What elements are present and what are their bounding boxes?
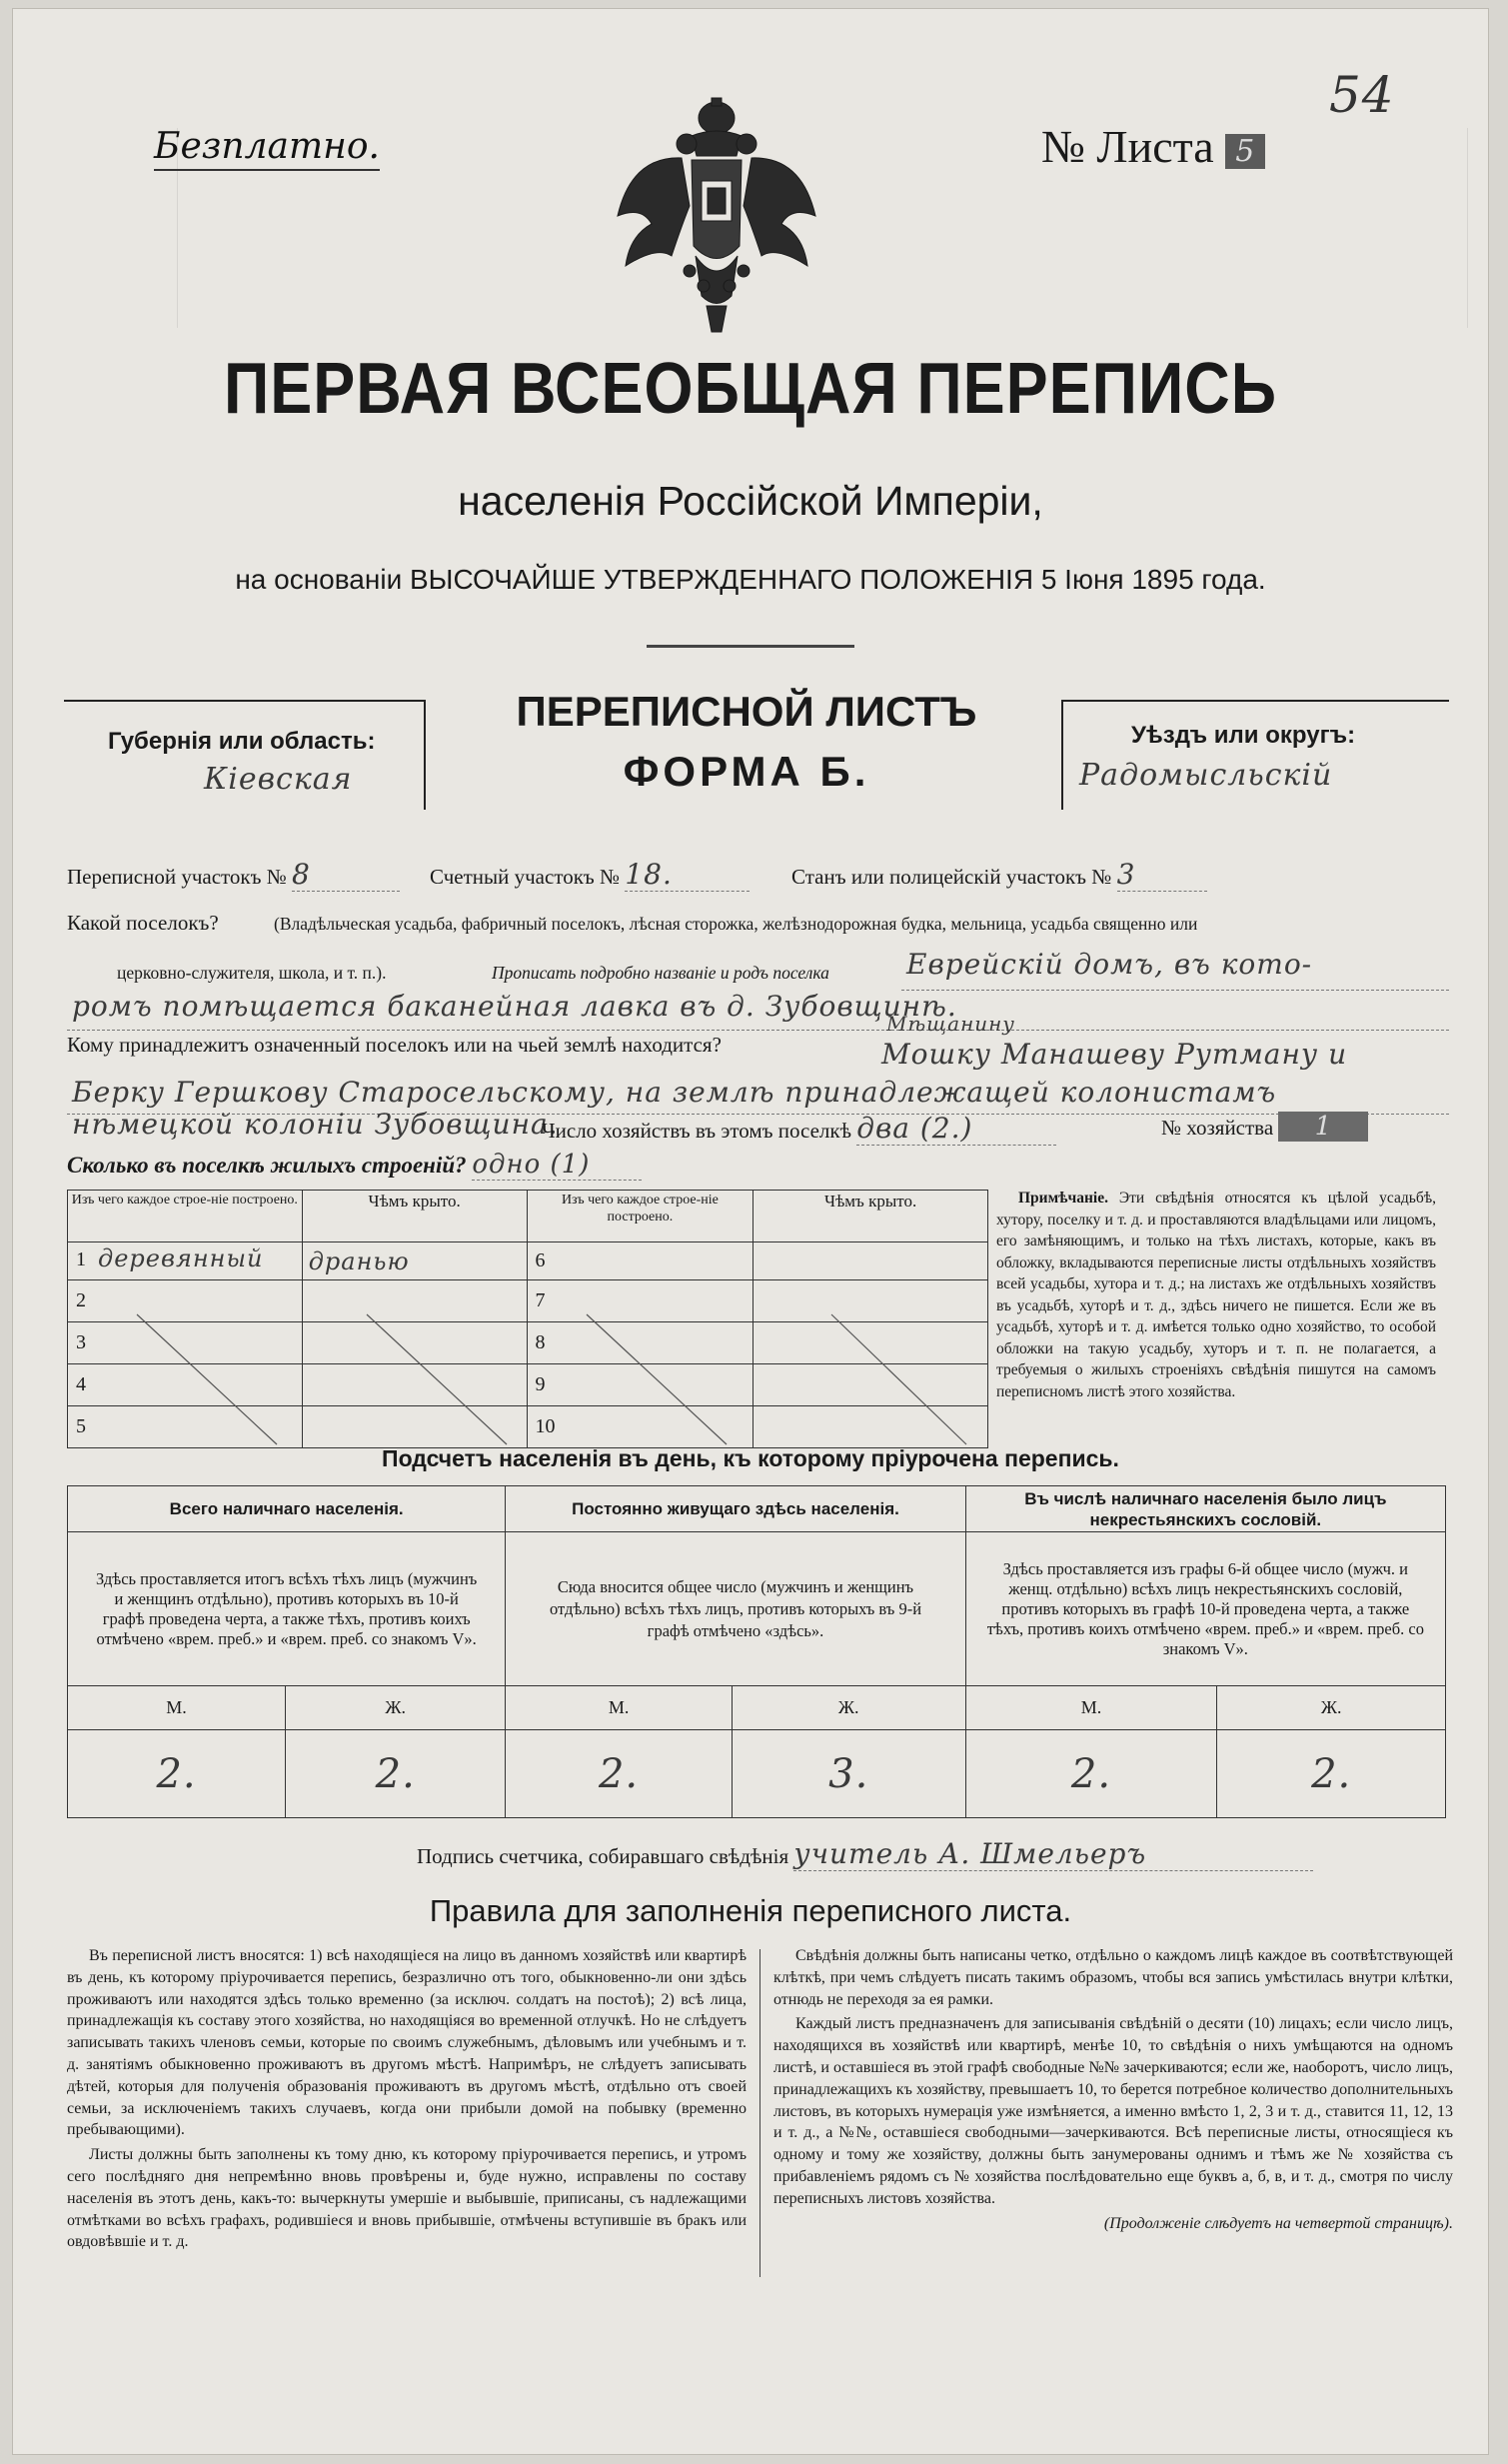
- settlement-hint-1: (Владѣльческая усадьба, фабричный поселокъ, лѣсная сторожка, желѣзнодорожная будка, мельница, усадьба священно или: [274, 914, 1198, 934]
- male-label: М.: [68, 1686, 286, 1730]
- row-number: 9: [527, 1364, 754, 1406]
- col2-text: Сюда вносится общее число (мужчинъ и женщинъ отдѣльно) всѣхъ тѣхъ лицъ, противъ которыхъ въ 9-й графѣ отмѣчено «здѣсь».: [506, 1532, 965, 1686]
- row-number: 2: [68, 1280, 303, 1322]
- settlement-hint-2: церковно-служителя, школа, и т. п.).: [117, 963, 387, 983]
- census-section-field: [67, 858, 400, 892]
- sheet-number-label: № Листа: [1041, 121, 1214, 172]
- row-number: 7: [527, 1280, 754, 1322]
- settlement-hint-3: Прописать подробно названіе и родъ поселка: [492, 963, 829, 983]
- census-section-value: 8: [292, 858, 400, 892]
- households-field: [542, 1112, 1056, 1146]
- province-value: Кіевская: [204, 762, 353, 797]
- remark-note: [996, 1188, 1436, 1402]
- female-label: Ж.: [732, 1686, 965, 1730]
- rules-left-paragraph-1: Въ переписной листъ вносятся: 1) всѣ находящіеся на лицо въ данномъ хозяйствѣ или квартирѣ въ день, къ которому пріурочивается перепись, безразлично отъ того, обыкновенно-ли они здѣсь проживаютъ или находятся здѣсь только временно (за исключ. солдатъ на постоѣ); 2) всѣ лица, принадлежащія къ составу этого хозяйства, но находящіяся во временной отлучкѣ. Но не слѣдуетъ записывать такихъ членовъ семьи, которые по своимъ служебнымъ, дѣловымъ или учебнымъ и т. д. занятіямъ обыкновенно проживаютъ въ другомъ мѣстѣ. Напримѣръ, не слѣдуетъ записывать дѣтей, которыя для полученія образованія проживаютъ въ другомъ мѣстѣ, отдѣльно отъ своей семьи, за исключеніемъ такихъ случаевъ, когда они прибыли домой на побывку (временно пребывающими).: [67, 1947, 747, 2139]
- permanent-female-value: 3.: [732, 1730, 965, 1818]
- row1-material: деревянный: [98, 1244, 264, 1272]
- remark-text: Эти свѣдѣнія относятся къ цѣлой усадьбѣ, хутору, поселку и т. д. и проставляются владѣльцами или лицомъ, его замѣняющимъ, и только на тѣхъ листахъ, которые, какъ въ обложку, вкладываются переписные листы отдѣльныхъ хозяйствъ всей усадьбы, хутора и т. д.; на листахъ же отдѣльныхъ хозяйствъ въ усадьбѣ, хуторѣ и т. д., здѣсь ничего не пишется. Если же въ усадьбѣ, хуторѣ и т. д. имѣется только одно хозяйство, то особой обложки на такую усадьбу, хуторъ и т. п. не полагается, а требуемыя о жилыхъ строеніяхъ свѣдѣнія пишутся на самомъ переписномъ листѣ этого хозяйства.: [996, 1190, 1437, 1400]
- signature-field: [417, 1837, 1313, 1871]
- female-label: Ж.: [286, 1686, 506, 1730]
- row1-roof: дранью: [302, 1242, 527, 1280]
- sheet-number: [1041, 120, 1265, 173]
- rules-continued: (Продолженіе слѣдуетъ на четвертой страницѣ).: [1103, 2214, 1453, 2232]
- district-label: Уѣздъ или округъ:: [1131, 722, 1356, 749]
- owner-value-1: Мошку Манашеву Рутману и: [881, 1038, 1348, 1071]
- col2-title: Постоянно живущаго здѣсь населенія.: [506, 1486, 965, 1532]
- row-number: 5: [68, 1406, 303, 1448]
- population-heading: Подсчетъ населенія въ день, къ которому пріурочена перепись.: [382, 1445, 1119, 1471]
- male-label: М.: [506, 1686, 733, 1730]
- owner-value-0: Мѣщанину: [886, 1012, 1015, 1036]
- col3-text: Здѣсь проставляется изъ графы 6-й общее число (мужч. и женщ. отдѣльно) всѣхъ лицъ некрестьянскихъ сословій, противъ которыхъ въ графѣ 10-й проведена черта, а также тѣхъ, противъ коихъ отмѣчено «врем. преб.» и «врем. преб. со знакомъ V».: [965, 1532, 1445, 1686]
- col1-text: Здѣсь проставляется итогъ всѣхъ тѣхъ лицъ (мужчинъ и женщинъ отдѣльно), противъ которыхъ въ 10-й графѣ проведена черта, а также тѣхъ, противъ коихъ отмѣчено «врем. преб.» и «врем. преб. со знакомъ V».: [68, 1532, 506, 1686]
- district-value: Радомысльскій: [1079, 758, 1333, 793]
- rules-left-paragraph-2: Листы должны быть заполнены къ тому дню, къ которому пріурочивается перепись, и утромъ сего послѣдняго дня непремѣнно вновь провѣрены и, буде нужно, исправлены по составу населенія въ этотъ день, какъ-то: вычеркнуты умершіе и выбывшіе, приписаны, съ надлежащими отмѣтками во всѣхъ графахъ, родившіеся и вновь прибывшіе, отмѣчены вступившіе въ бракъ или овдовѣвшіе и т. д.: [67, 2146, 747, 2251]
- page-subtitle: населенія Россійской Имперіи,: [458, 478, 1043, 524]
- settlement-value-2: ромъ помѣщается баканейная лавка въ д. Зубовщинѣ.: [72, 990, 957, 1023]
- stan-value: 3: [1117, 858, 1207, 892]
- settlement-line-2: [67, 1030, 1449, 1031]
- page-title: ПЕРВАЯ ВСЕОБЩАЯ ПЕРЕПИСЬ: [223, 348, 1278, 430]
- row-number: 10: [527, 1406, 754, 1448]
- rules-right-column: [773, 1945, 1453, 2237]
- col3-title: Въ числѣ наличнаго населенія было лицъ некрестьянскихъ сословій.: [965, 1486, 1445, 1532]
- rules-right-paragraph-1: Свѣдѣнія должны быть написаны четко, отдѣльно о каждомъ лицѣ каждое въ соотвѣтствующей клѣткѣ, при чемъ слѣдуетъ писать такимъ образомъ, чтобы вся запись умѣстилась внутри клѣтки, отнюдь не переходя за ея рамки.: [773, 1947, 1453, 2008]
- col-material-header-2: Изъ чего каждое строе-ніе построено.: [527, 1191, 754, 1242]
- owner-value-2: Берку Гершкову Старосельскому, на землѣ принадлежащей колонистамъ: [72, 1076, 1277, 1109]
- stan-label: Станъ или полицейскій участокъ №: [791, 865, 1112, 889]
- buildings-label: Сколько въ поселкѣ жилыхъ строеній?: [67, 1153, 467, 1178]
- households-value: два (2.): [856, 1112, 1056, 1146]
- count-section-value: 18.: [625, 858, 750, 892]
- permanent-male-value: 2.: [506, 1730, 733, 1818]
- owner-label: Кому принадлежитъ означенный поселокъ или на чьей землѣ находится?: [67, 1033, 722, 1057]
- row-number: 8: [527, 1322, 754, 1364]
- province-label: Губернія или область:: [108, 728, 376, 755]
- row-number: 3: [68, 1322, 303, 1364]
- district-box: [1061, 700, 1449, 810]
- form-name: ФОРМА Б.: [623, 748, 870, 795]
- census-section-label: Переписной участокъ №: [67, 865, 287, 889]
- buildings-field: [67, 1150, 642, 1181]
- corner-page-number: 54: [1329, 66, 1395, 124]
- buildings-value: одно (1): [472, 1150, 642, 1181]
- count-section-field: [430, 858, 750, 892]
- population-table: [67, 1485, 1446, 1818]
- non-peasant-male-value: 2.: [965, 1730, 1217, 1818]
- col1-title: Всего наличнаго населенія.: [68, 1486, 506, 1532]
- row-number: 6: [527, 1242, 754, 1280]
- present-male-value: 2.: [68, 1730, 286, 1818]
- rules-column-divider: [759, 1949, 760, 2277]
- province-box: [64, 700, 426, 810]
- rules-left-column: [67, 1945, 747, 2256]
- sheet-number-value: 5: [1225, 134, 1265, 169]
- free-label: Безплатно.: [154, 126, 380, 171]
- settlement-label: Какой поселокъ?: [67, 911, 219, 935]
- owner-value-3: нѣмецкой колоніи Зубовщина.: [72, 1108, 559, 1141]
- count-section-label: Счетный участокъ №: [430, 865, 621, 889]
- row-number: 4: [68, 1364, 303, 1406]
- col-roof-header: Чѣмъ крыто.: [302, 1191, 527, 1242]
- remark-lead: Примѣчаніе.: [1018, 1190, 1108, 1207]
- census-form-page: [12, 8, 1489, 2455]
- settlement-line-1: [901, 990, 1449, 991]
- rules-right-paragraph-2: Каждый листъ предназначенъ для записыванія свѣдѣній о десяти (10) лицахъ; если число лицъ, находящихся въ хозяйствѣ или квартирѣ, менѣе 10, то свѣдѣнія о нихъ умѣщаются на одномъ листѣ, и оставшіеся въ этой графѣ свободные №№ зачеркиваются; если же, наоборотъ, число лицъ, принадлежащихъ къ хозяйству, превышаетъ 10, то берется потребное количество дополнительныхъ листовъ, въ которыхъ нумерація уже измѣняется, а именно вмѣсто 1, 2, 3 и т. д., ставится 11, 12, 13 и т. д., а №№, оставшіеся свободными—зачеркиваются. Всѣ переписные листы, относящіеся къ одному и тому же хозяйству, должны быть занумерованы однимъ и тѣмъ же № хозяйства съ прибавленіемъ рядомъ съ № хозяйства послѣдовательно еще буквъ а, б, в, и т. д., смотря по числу переписныхъ листовъ хозяйства.: [773, 2015, 1453, 2207]
- non-peasant-female-value: 2.: [1217, 1730, 1446, 1818]
- row-number: 1: [76, 1248, 86, 1270]
- col-roof-header-2: Чѣмъ крыто.: [754, 1191, 988, 1242]
- sheet-title: ПЕРЕПИСНОЙ ЛИСТЪ: [516, 688, 977, 735]
- stan-field: [791, 858, 1207, 892]
- imperial-eagle-emblem: [612, 96, 821, 336]
- signature-value: учитель А. Шмельеръ: [793, 1837, 1313, 1871]
- household-number-value: 1: [1278, 1112, 1368, 1142]
- present-female-value: 2.: [286, 1730, 506, 1818]
- male-label: М.: [965, 1686, 1217, 1730]
- title-divider: [647, 645, 854, 648]
- regulation-basis: на основаніи ВЫСОЧАЙШЕ УТВЕРЖДЕННАГО ПОЛОЖЕНІЯ 5 Іюня 1895 года.: [235, 564, 1266, 595]
- household-number-label: № хозяйства: [1161, 1116, 1274, 1140]
- signature-label: Подпись счетчика, собиравшаго свѣдѣнія: [417, 1844, 789, 1868]
- households-label: Число хозяйствъ въ этомъ поселкѣ: [542, 1119, 851, 1143]
- settlement-value-1: Еврейскій домъ, въ кото-: [906, 948, 1313, 981]
- female-label: Ж.: [1217, 1686, 1446, 1730]
- rules-title: Правила для заполненія переписного листа.: [429, 1893, 1072, 1928]
- col-material-header: Изъ чего каждое строе-ніе построено.: [68, 1191, 303, 1242]
- unused-rows-strike: [67, 1190, 988, 1459]
- household-number-field: [1161, 1112, 1368, 1142]
